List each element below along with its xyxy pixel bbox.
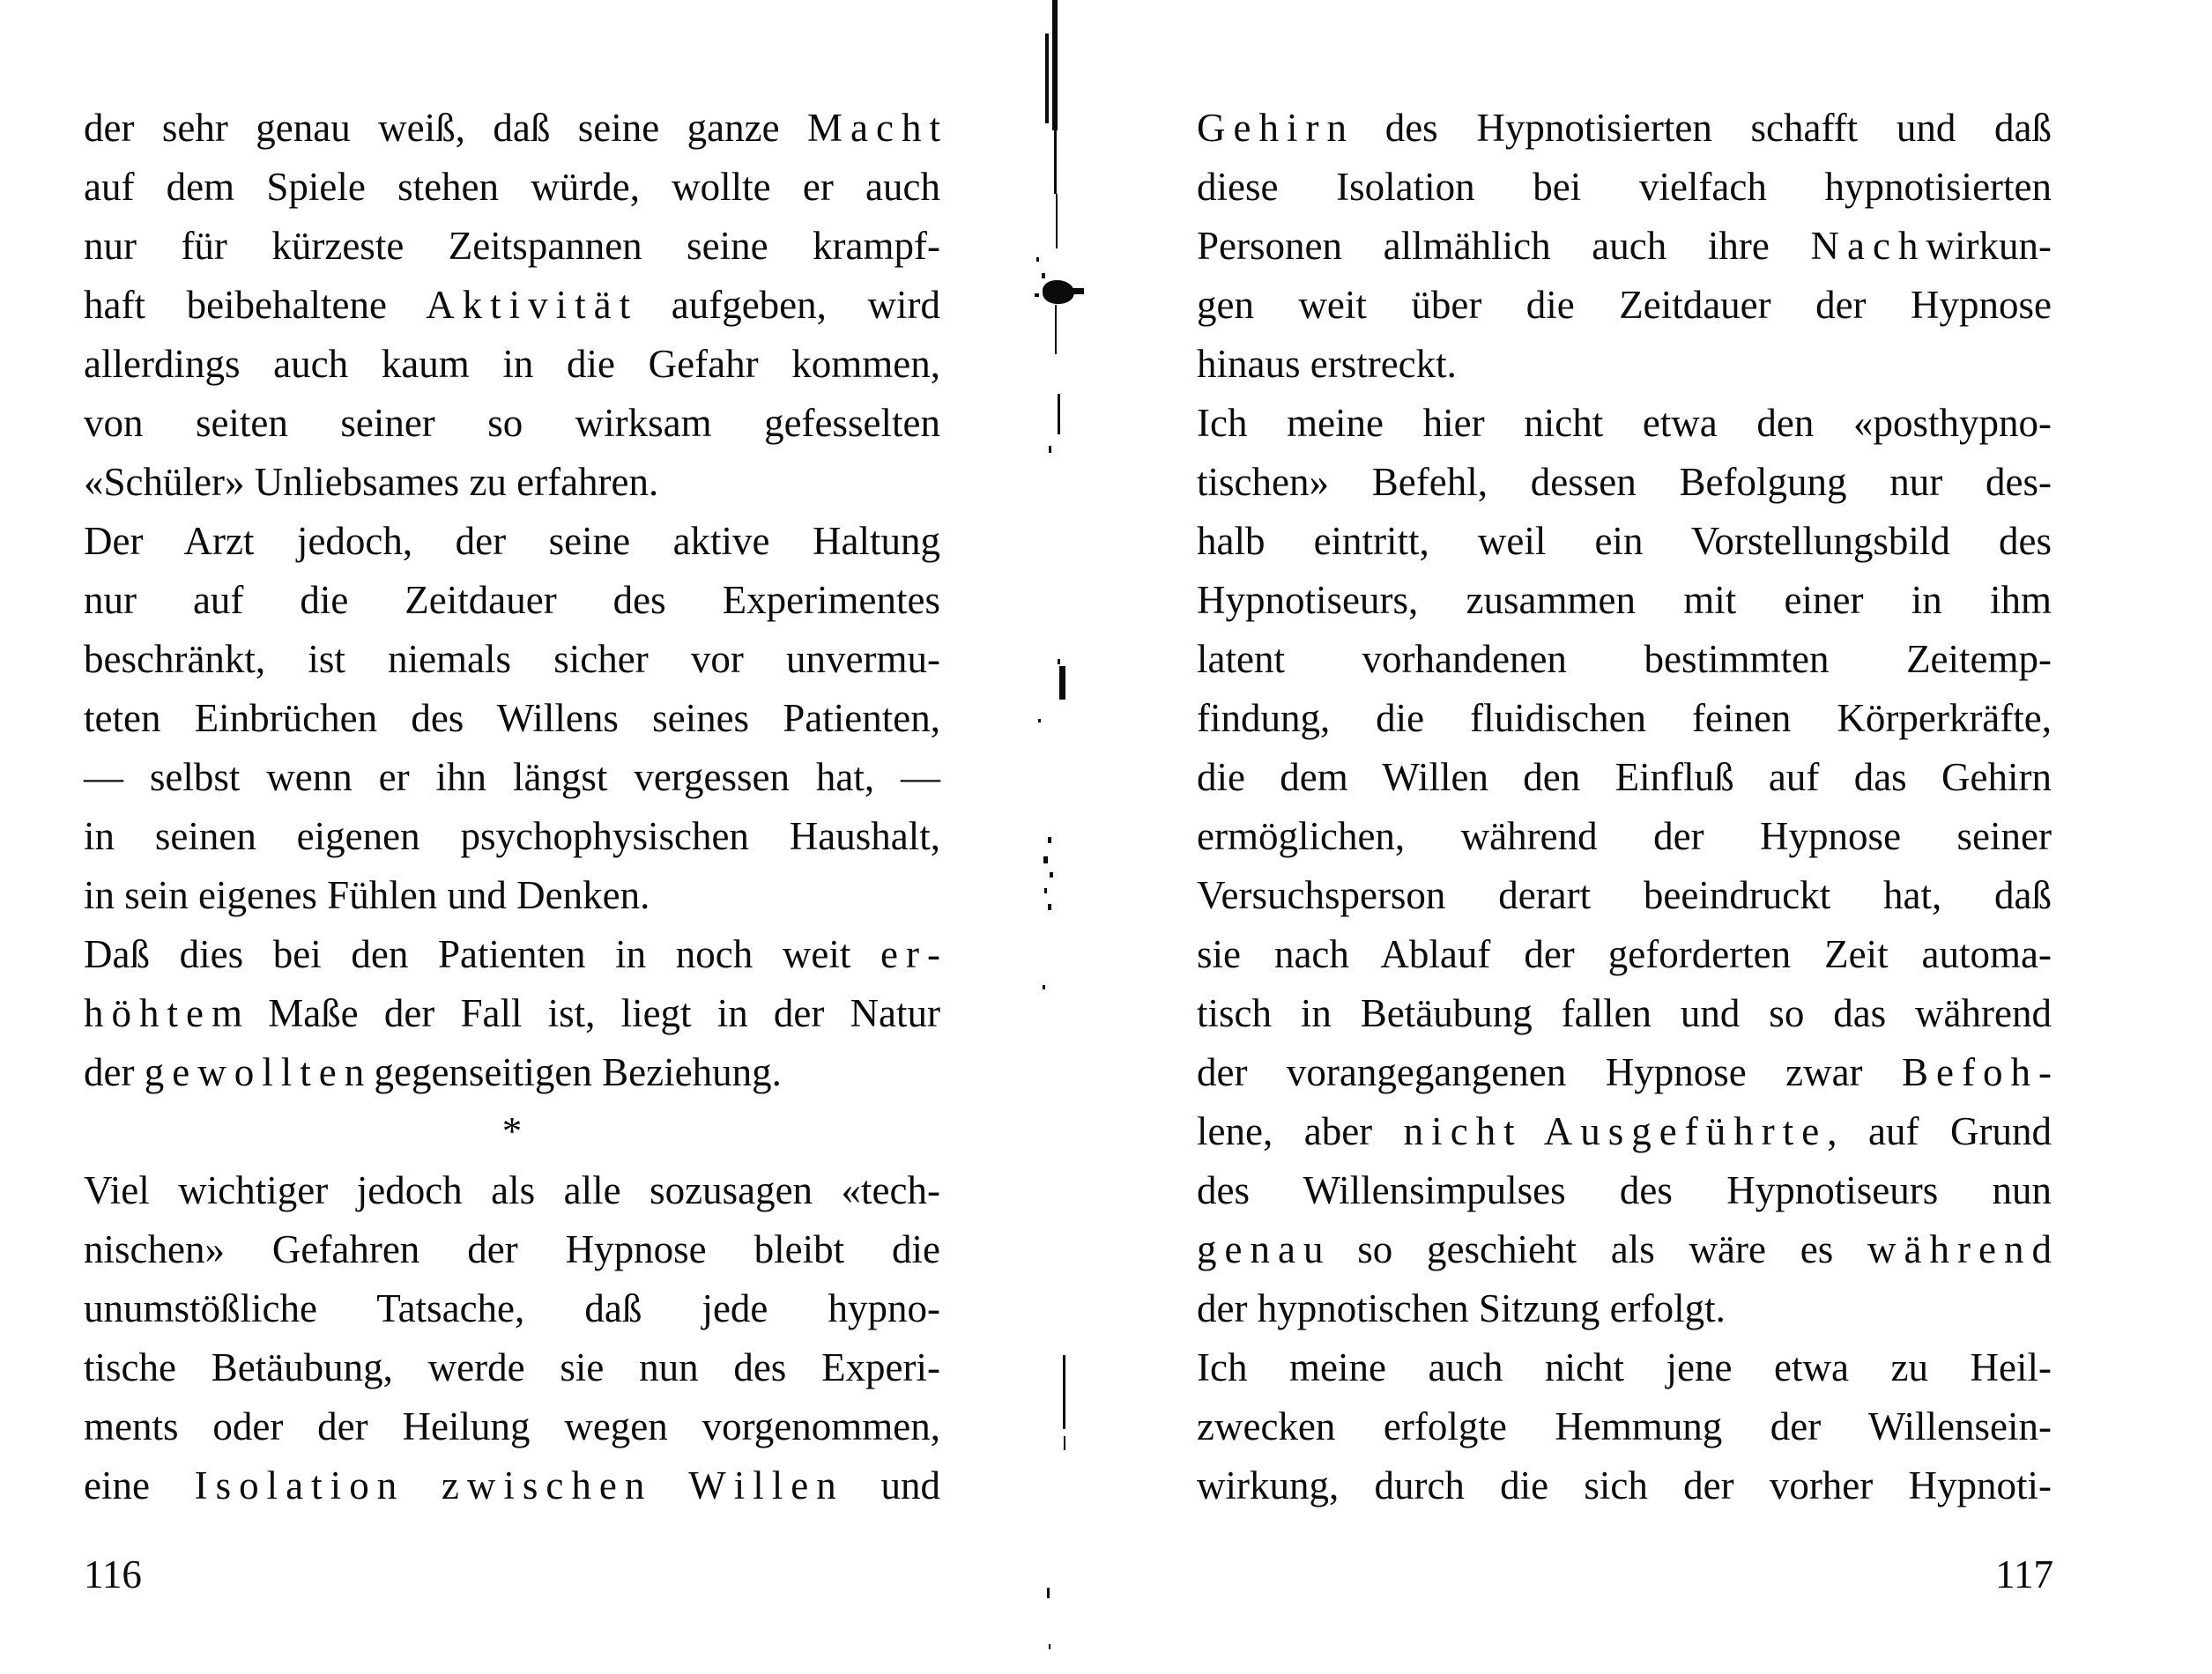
text-line: «Schüler» Unliebsames zu erfahren.	[84, 460, 659, 504]
text-line: nur auf die Zeitdauer des Experimentes	[84, 578, 940, 622]
left-page-number: 116	[84, 1552, 142, 1596]
text-line: allerdings auch kaum in die Gefahr kommen,	[84, 342, 940, 386]
scan-artifact-mark	[1064, 1436, 1065, 1450]
text-line: Daß dies bei den Patienten in noch weit e r -	[84, 932, 940, 976]
scan-artifact-mark	[1043, 985, 1045, 989]
text-line: beschränkt, ist niemals sicher vor unvermu-	[84, 637, 940, 681]
text-line: haft beibehaltene A k t i v i t ä t aufgeben, wird	[84, 283, 940, 327]
scan-artifact-mark	[1043, 856, 1048, 863]
scan-artifact-mark	[1042, 273, 1045, 278]
scan-artifact-mark	[1054, 130, 1057, 194]
text-line: sie nach Ablauf der geforderten Zeit automa-	[1197, 932, 2052, 976]
scan-artifact-mark	[1048, 904, 1051, 910]
text-line: auf dem Spiele stehen würde, wollte er auch	[84, 165, 940, 209]
scan-artifact-mark	[1036, 257, 1039, 262]
text-line: latent vorhandenen bestimmten Zeitemp-	[1197, 637, 2052, 681]
text-line: findung, die fluidischen feinen Körperkräfte,	[1197, 696, 2052, 740]
left-page-text	[84, 99, 940, 1515]
text-line: hinaus erstreckt.	[1197, 342, 1457, 386]
text-line: Hypnotiseurs, zusammen mit einer in ihm	[1197, 578, 2052, 622]
scan-artifact-mark	[1050, 872, 1053, 878]
text-line: h ö h t e m Maße der Fall ist, liegt in der Natur	[84, 991, 940, 1035]
scan-artifact-mark	[1059, 666, 1065, 700]
scan-artifact-mark	[1049, 446, 1051, 453]
text-line: in sein eigenes Fühlen und Denken.	[84, 873, 650, 917]
text-line: der g e w o l l t e n gegenseitigen Beziehung.	[84, 1050, 782, 1094]
text-line: wirkung, durch die sich der vorher Hypnoti-	[1197, 1463, 2052, 1507]
text-line: teten Einbrüchen des Willens seines Patienten,	[84, 696, 940, 740]
scan-artifact-mark	[1058, 659, 1060, 664]
text-line: der sehr genau weiß, daß seine ganze M a c h t	[84, 106, 940, 150]
text-line: Versuchsperson derart beeindruckt hat, daß	[1197, 873, 2052, 917]
text-line: tisch in Betäubung fallen und so das während	[1197, 991, 2052, 1035]
scan-artifact-mark	[1038, 719, 1041, 722]
scan-artifact-mark	[1055, 305, 1057, 354]
text-line: ments oder der Heilung wegen vorgenommen,	[84, 1404, 940, 1448]
text-line: von seiten seiner so wirksam gefesselten	[84, 401, 940, 445]
text-line: — selbst wenn er ihn längst vergessen hat, —	[84, 755, 940, 799]
text-line: in seinen eigenen psychophysischen Haushalt,	[84, 814, 940, 858]
text-line: tischen» Befehl, dessen Befolgung nur des-	[1197, 460, 2052, 504]
text-line: Viel wichtiger jedoch als alle sozusagen «tech-	[84, 1168, 940, 1212]
text-line: lene, aber n i c h t A u s g e f ü h r t e , auf Grund	[1197, 1109, 2052, 1153]
text-line: die dem Willen den Einfluß auf das Gehirn	[1197, 755, 2052, 799]
text-line: tische Betäubung, werde sie nun des Experi-	[84, 1345, 940, 1389]
text-line: nischen» Gefahren der Hypnose bleibt die	[84, 1227, 940, 1271]
text-line: G e h i r n des Hypnotisierten schafft und daß	[1197, 106, 2052, 150]
text-line: unumstößliche Tatsache, daß jede hypno-	[84, 1286, 940, 1330]
right-page-number: 117	[1995, 1552, 2053, 1596]
text-line: nur für kürzeste Zeitspannen seine krampf-	[84, 224, 940, 268]
text-line: Personen allmählich auch ihre N a c h wirkun-	[1197, 224, 2052, 268]
text-line: Ich meine auch nicht jene etwa zu Heil-	[1197, 1345, 2052, 1389]
right-page-text	[1197, 99, 2052, 1515]
text-line: der hypnotischen Sitzung erfolgt.	[1197, 1286, 1726, 1330]
text-line: zwecken erfolgte Hemmung der Willensein-	[1197, 1404, 2052, 1448]
scan-artifact-mark	[1063, 1355, 1065, 1429]
text-line: diese Isolation bei vielfach hypnotisierten	[1197, 165, 2052, 209]
scan-artifact-mark	[1049, 1644, 1050, 1649]
text-line: gen weit über die Zeitdauer der Hypnose	[1197, 283, 2052, 327]
text-line: Der Arzt jedoch, der seine aktive Haltung	[84, 519, 940, 563]
text-line: Ich meine hier nicht etwa den «posthypno-	[1197, 401, 2052, 445]
text-line: halb eintritt, weil ein Vorstellungsbild des	[1197, 519, 2052, 563]
scan-artifact-mark	[1058, 394, 1060, 434]
text-line: g e n a u so geschieht als wäre es w ä h r e n d	[1197, 1227, 2052, 1271]
text-line: *	[501, 1109, 523, 1153]
scan-artifact-mark	[1070, 288, 1084, 294]
scan-artifact-mark	[1048, 837, 1051, 843]
scan-artifact-mark	[1052, 0, 1058, 130]
text-line: ermöglichen, während der Hypnose seiner	[1197, 814, 2052, 858]
text-line: eine I s o l a t i o n z w i s c h e n W i l l e n und	[84, 1463, 940, 1507]
scan-artifact-mark	[1045, 33, 1049, 123]
text-line: des Willensimpulses des Hypnotiseurs nun	[1197, 1168, 2052, 1212]
scan-artifact-mark	[1035, 293, 1039, 297]
text-line: der vorangegangenen Hypnose zwar B e f o h -	[1197, 1050, 2052, 1094]
scan-artifact-mark	[1056, 194, 1058, 248]
scan-artifact-mark	[1047, 1588, 1050, 1598]
scan-artifact-mark	[1044, 888, 1047, 893]
